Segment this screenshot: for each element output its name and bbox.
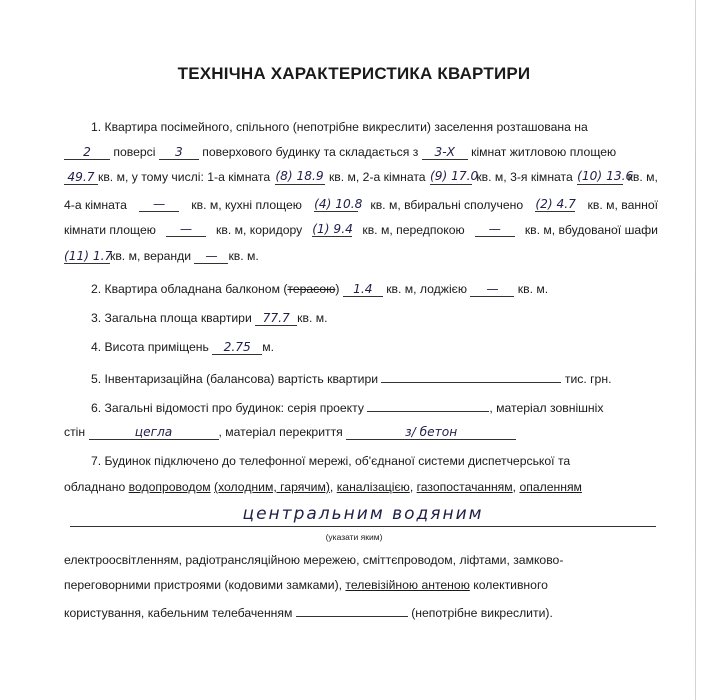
heating: опаленням	[519, 480, 582, 494]
p7-line1: 7. Будинок підключено до телефонної мережі, об'єднаної системи диспетчерської та	[91, 454, 571, 468]
p1-line2: 2 поверсі 3 поверхового будинку та складається з 3-Х кімнат житловою площею	[64, 145, 658, 160]
p6-line2: стін цегла , матеріал перекриття з/ бетон	[64, 425, 658, 440]
p1-line4: 4-а кімната — кв. м, кухні площею (4) 10.8 кв. м, вбиральні сполучено (2) 4.7 кв. м, ванної	[64, 197, 658, 212]
balcony-value: 1.4	[343, 283, 383, 297]
p3-line: 3. Загальна площа квартири 77.7 кв. м.	[91, 311, 328, 325]
p1-line1: 1. Квартира посімейного, спільного (непотрібне викреслити) заселення розташована на	[91, 120, 588, 134]
p2-line: 2. Квартира обладнана балконом (терасою) 1.4 кв. м, лоджією — кв. м.	[91, 282, 549, 296]
hall-value: —	[475, 223, 515, 237]
p1-line6: (11) 1.7кв. м, веранди — кв. м.	[64, 249, 259, 263]
tv-antenna: телевізійною антеною	[345, 578, 470, 592]
wall-material-value: цегла	[89, 426, 219, 440]
heating-caption: (указати яким)	[325, 532, 383, 542]
loggia-value: —	[470, 283, 514, 297]
p7-line3: електроосвітленням, радіотрансляційною мережею, сміттєпроводом, ліфтами, замково-	[64, 553, 564, 567]
ceiling-material-value: з/ бетон	[346, 426, 516, 440]
p7-line5: користування, кабельним телебаченням (непотрібне викреслити).	[64, 606, 553, 620]
veranda-value: —	[194, 250, 228, 264]
ceiling-height-value: 2.75	[212, 341, 262, 355]
p5-line: 5. Інвентаризаційна (балансова) вартість квартири тис. грн.	[91, 372, 612, 386]
gas-supply: газопостачанням	[416, 480, 513, 494]
document-title: ТЕХНІЧНА ХАРАКТЕРИСТИКА КВАРТИРИ	[177, 64, 531, 83]
floor-value: 2	[64, 146, 110, 160]
floors-value: 3	[159, 146, 199, 160]
cable-tv-blank	[296, 604, 408, 617]
kitchen-value: (4) 10.8	[314, 197, 363, 211]
room1-value: (8) 18.9	[275, 169, 324, 183]
struck-terrace: терасою	[287, 282, 336, 296]
sewerage: каналізацією	[336, 480, 410, 494]
value-blank	[381, 370, 561, 383]
p6-line1: 6. Загальні відомості про будинок: серія проекту , матеріал зовнішніх	[91, 401, 604, 415]
room3-value: (10) 13.6	[577, 169, 634, 183]
total-area-value: 77.7	[255, 312, 297, 326]
p4-line: 4. Висота приміщень 2.75 м.	[91, 340, 275, 354]
bath-value: —	[166, 223, 206, 237]
water-type: (холодним, гарячим)	[214, 480, 330, 494]
rooms-value: 3-Х	[422, 146, 468, 160]
corridor-value: (1) 9.4	[312, 222, 353, 236]
wc-value: (2) 4.7	[535, 197, 576, 211]
p7-line4: переговорними пристроями (кодовими замками), телевізійною антеною колективного	[64, 578, 548, 592]
page-edge	[695, 0, 696, 700]
p1-line5: кімнати площею — кв. м, коридору (1) 9.4 кв. м, передпокою — кв. м, вбудованої шафи	[64, 222, 658, 237]
living-area-value: 49.7	[64, 171, 98, 185]
closet-value: (11) 1.7	[64, 249, 113, 263]
heating-type-value: центральним водяним	[70, 504, 656, 527]
room4-value: —	[139, 198, 179, 212]
water-supply: водопроводом	[128, 480, 211, 494]
p1-line3: 49.7 кв. м, у тому числі: 1-а кімната (8) 18.9 кв. м, 2-а кімната (9) 17.0 кв. м, 3-я кімната (10) 13.6 кв. м,	[64, 170, 658, 185]
project-series-blank	[367, 399, 489, 412]
p7-line2: обладнано водопроводом (холодним, гарячим), каналізацією, газопостачанням, опаленням	[64, 480, 582, 494]
room2-value: (9) 17.0	[429, 169, 479, 183]
